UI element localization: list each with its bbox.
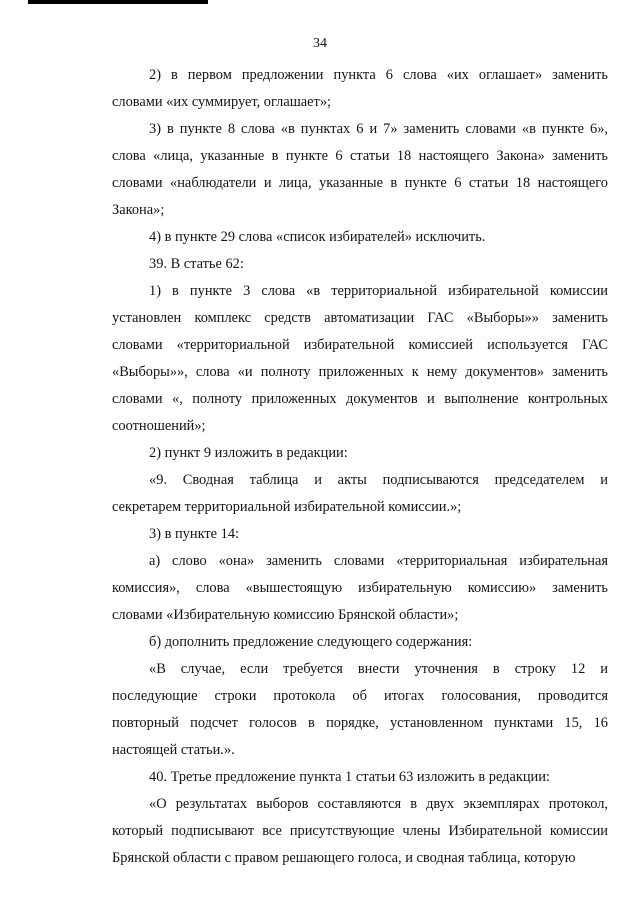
text-line: соотношений»; (112, 418, 206, 434)
text-line: повторный подсчет голосов в порядке, установленном пунктами 15, 16 (112, 715, 608, 731)
text-line: последующие строки протокола об итогах голосования, проводится (112, 688, 608, 704)
text-line: 3) в пункте 8 слова «в пунктах 6 и 7» заменить словами «в пункте 6», (149, 121, 608, 137)
text-line: слова «лица, указанные в пункте 6 статьи 18 настоящего Закона» заменить (112, 148, 608, 164)
text-line: 40. Третье предложение пункта 1 статьи 63 изложить в редакции: (149, 769, 550, 785)
text-line: «О результатах выборов составляются в двух экземплярах протокол, (149, 796, 608, 812)
paragraph (112, 548, 608, 629)
document-body (112, 62, 608, 872)
text-line: Закона»; (112, 202, 165, 218)
top-rule (28, 0, 208, 4)
text-line: секретарем территориальной избирательной комиссии.»; (112, 499, 462, 515)
text-line: «9. Сводная таблица и акты подписываются председателем и (149, 472, 608, 488)
text-line: 2) пункт 9 изложить в редакции: (149, 445, 348, 461)
text-line: Брянской области с правом решающего голоса, и сводная таблица, которую (112, 850, 576, 866)
paragraph (112, 440, 608, 467)
paragraph (112, 62, 608, 116)
paragraph (112, 251, 608, 278)
paragraph (112, 278, 608, 440)
paragraph (112, 791, 608, 872)
text-line: словами «Избирательную комиссию Брянской области»; (112, 607, 459, 623)
page-number: 34 (313, 36, 327, 51)
paragraph (112, 467, 608, 521)
text-line: комиссия», слова «вышестоящую избирательную комиссию» заменить (112, 580, 608, 596)
text-line: «Выборы»», слова «и полноту приложенных к нему документов» заменить (112, 364, 608, 380)
text-line: 3) в пункте 14: (149, 526, 240, 542)
text-line: установлен комплекс средств автоматизации ГАС «Выборы»» заменить (112, 310, 608, 326)
text-line: словами «их суммирует, оглашает»; (112, 94, 332, 110)
text-line: 2) в первом предложении пункта 6 слова «их оглашает» заменить (149, 67, 608, 83)
paragraph (112, 521, 608, 548)
text-line: который подписывают все присутствующие члены Избирательной комиссии (112, 823, 608, 839)
paragraph (112, 656, 608, 764)
text-line: б) дополнить предложение следующего содержания: (149, 634, 473, 650)
text-line: 1) в пункте 3 слова «в территориальной избирательной комиссии (149, 283, 608, 299)
text-line: словами «, полноту приложенных документов и выполнение контрольных (112, 391, 608, 407)
text-line: настоящей статьи.». (112, 742, 235, 758)
paragraph (112, 116, 608, 224)
paragraph (112, 224, 608, 251)
text-line: словами «территориальной избирательной комиссией используется ГАС (112, 337, 608, 353)
text-line: словами «наблюдатели и лица, указанные в пункте 6 статьи 18 настоящего (112, 175, 608, 191)
text-line: «В случае, если требуется внести уточнения в строку 12 и (149, 661, 608, 677)
text-line: а) слово «она» заменить словами «территориальная избирательная (149, 553, 608, 569)
text-line: 39. В статье 62: (149, 256, 244, 272)
text-line: 4) в пункте 29 слова «список избирателей» исключить. (149, 229, 486, 245)
paragraph (112, 629, 608, 656)
paragraph (112, 764, 608, 791)
